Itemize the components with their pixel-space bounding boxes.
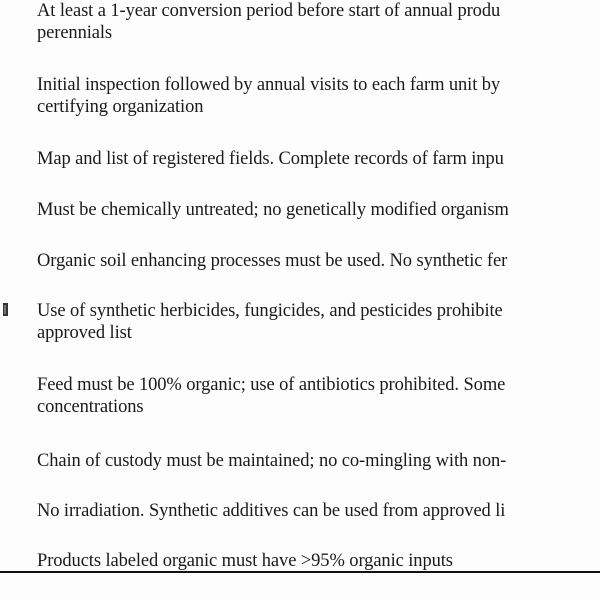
row-marker-icon — [3, 303, 8, 316]
text-line: concentrations — [37, 397, 144, 417]
table-bottom-rule — [0, 571, 600, 573]
requirement-seeds — [37, 199, 509, 221]
text-line: perennials — [37, 23, 113, 43]
requirement-pest-control — [37, 300, 503, 344]
requirement-inspection — [37, 74, 500, 118]
text-line: At least a 1-year conversion period before start of annual produ — [37, 1, 501, 21]
requirement-soil — [37, 250, 507, 272]
requirement-conversion-period — [37, 0, 500, 44]
text-line: No irradiation. Synthetic additives can be used from approved li — [37, 501, 506, 521]
requirement-labeling — [37, 550, 453, 572]
text-line: Feed must be 100% organic; use of antibiotics prohibited. Some — [37, 375, 506, 395]
requirement-livestock-feed — [37, 374, 505, 418]
requirement-processing — [37, 500, 505, 522]
requirement-records — [37, 148, 504, 170]
text-line: Must be chemically untreated; no genetically modified organism — [37, 200, 509, 220]
requirement-chain-of-custody — [37, 450, 506, 472]
text-line: Chain of custody must be maintained; no co-mingling with non- — [37, 451, 507, 471]
text-line: Use of synthetic herbicides, fungicides, and pesticides prohibite — [37, 301, 503, 321]
text-line: Organic soil enhancing processes must be used. No synthetic fer — [37, 251, 508, 271]
text-line: approved list — [37, 323, 132, 343]
text-line: certifying organization — [37, 97, 204, 117]
text-line: Map and list of registered fields. Complete records of farm inpu — [37, 149, 504, 169]
text-line: Initial inspection followed by annual visits to each farm unit by — [37, 75, 501, 95]
text-line: Products labeled organic must have >95% organic inputs — [37, 551, 453, 571]
